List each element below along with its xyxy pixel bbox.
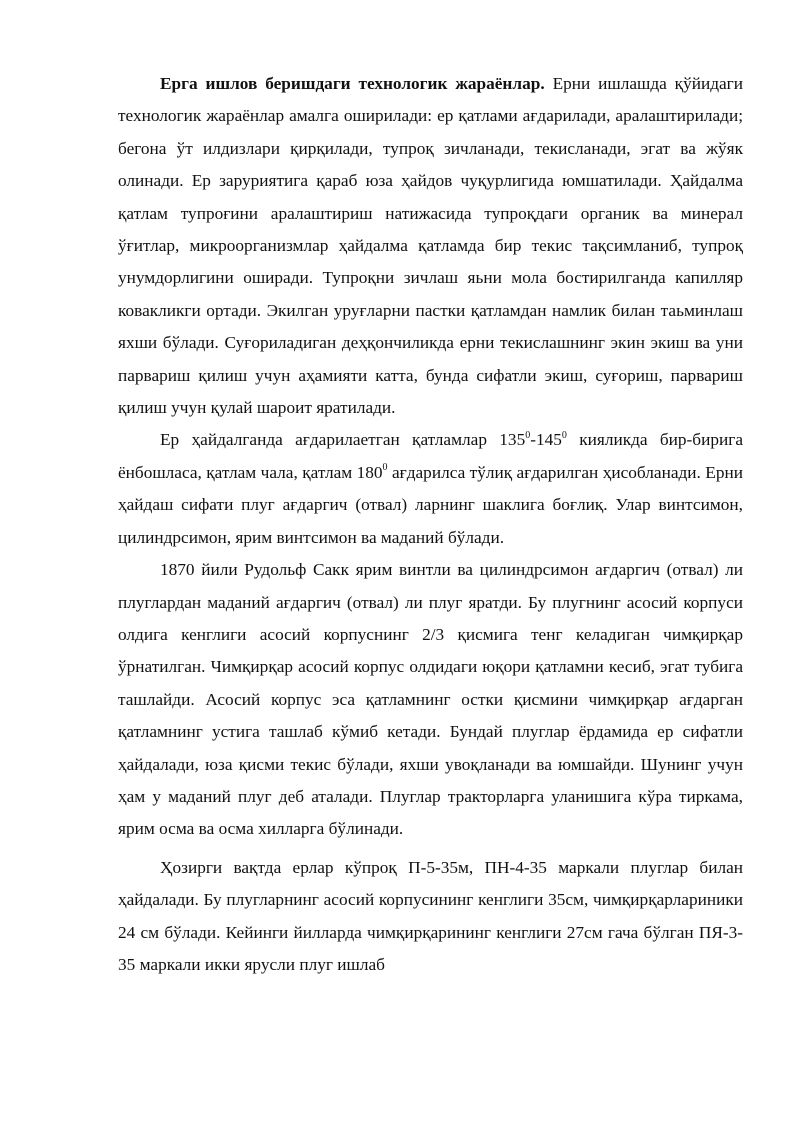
paragraph-1-text: Ерни ишлашда қўйидаги технологик жараёнлар амалга оширилади: ер қатлами ағдарилади, аралаштирилади; бегона ўт илдизлари қирқилади, тупроқ зичланади, текисланади, эгат ва жўяк олинади. Ер заруриятига қараб юза ҳайдов чуқурлигида юмшатилади. Ҳайдалма қатлам тупроғини аралаштириш натижасида тупроқдаги органик ва минерал ўғитлар, микроорганизмлар ҳайдалма қатламда бир текис тақсимланиб, тупроқ унумдорлигини оширади. Тупроқни зичлаш яьни мола бостирилганда капилляр ковакликги ортади. Экилган уруғларни пастки қатламдан намлик билан таьминлаш яхши бўлади. Суғориладиган деҳқончиликда ерни текислашнинг экин экиш ва уни парвариш қилиш учун аҳамияти катта, бунда сифатли экиш, суғориш, парвариш қилиш учун қулай шароит яратилади.: [118, 74, 744, 418]
paragraph-4-text: Ҳозирги вақтда ерлар кўпроқ П-5-35м, ПН-4-35 маркали плуглар билан ҳайдалади. Бу плугларнинг асосий корпусининг кенглиги 35см, чимқирқарлариники 24 см бўлади. Кейинги йилларда чимқирқарининг кенглиги 27см гача бўлган ПЯ-3-35 маркали икки ярусли плуг ишлаб: [118, 857, 743, 974]
paragraph-2-part4: ағдарилса тўлиқ ағдарилган ҳисобланади. Ерни ҳайдаш сифати плуг ағдаргич (отвал) ларнинг шаклига боғлиқ. Улар винтсимон, цилиндрсимон, ярим винтсимон ва маданий бўлади.: [118, 462, 743, 547]
degree-superscript: 0: [382, 462, 388, 474]
degree-superscript: 0: [525, 429, 531, 441]
paragraph-1: [118, 68, 743, 424]
paragraph-4: [118, 852, 743, 982]
paragraph-2: [118, 424, 743, 554]
paragraph-2-part1: Ер ҳайдалганда ағдарилаетган қатламлар 135: [160, 430, 526, 450]
section-heading: Ерга ишлов беришдаги технологик жараёнлар.: [160, 74, 545, 93]
paragraph-3-text: 1870 йили Рудольф Сакк ярим винтли ва цилиндрсимон ағдаргич (отвал) ли плуглардан маданий ағдаргич (отвал) ли плуг яратди. Бу плугнинг асосий корпуси олдига кенглиги асосий корпуснинг 2/3 қисмига тенг келадиган чимқирқар ўрнатилган. Чимқирқар асосий корпус олдидаги юқори қатламни кесиб, эгат тубига ташлайди. Асосий корпус эса қатламнинг остки қисмини чимқирқар ағдарган қатламнинг устига ташлаб кўмиб кетади. Бундай плуглар ёрдамида ер сифатли ҳайдалади, юза қисми текис бўлади, яхши увоқланади ва юмшайди. Шунинг учун ҳам у маданий плуг деб аталади. Плуглар тракторларга уланишига кўра тиркама, ярим осма ва осма хилларга бўлинади.: [118, 560, 743, 839]
degree-superscript: 0: [561, 429, 567, 441]
paragraph-3: [118, 554, 743, 846]
paragraph-2-part2: -145: [530, 430, 562, 450]
paragraph-2-part3: кияликда бир-бирига ёнбошласа, қатлам чала, қатлам 180: [118, 430, 743, 482]
